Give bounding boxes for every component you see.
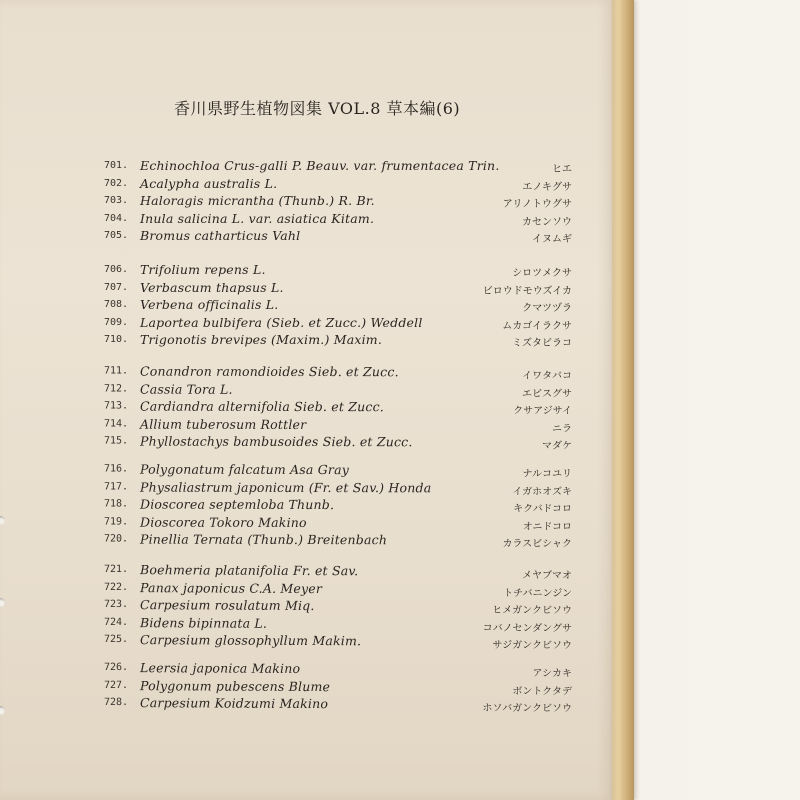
- japanese-name: ヒメガンクビソウ: [492, 605, 573, 617]
- entry-number: 707.: [104, 281, 129, 293]
- japanese-name: アリノトウグサ: [502, 199, 572, 211]
- plant-entry: [0, 434, 612, 454]
- entry-number: 713.: [103, 400, 129, 412]
- scientific-name: Bidens bipinnata L.: [139, 614, 268, 631]
- plant-entry: [0, 496, 612, 516]
- scientific-name: Acalypha australis L.: [140, 175, 278, 191]
- plant-entry: [0, 193, 612, 211]
- japanese-name: マダケ: [541, 441, 573, 453]
- entry-number: 708.: [104, 299, 129, 311]
- entry-number: 719.: [103, 516, 129, 528]
- scientific-name: Verbena officinalis L.: [140, 297, 279, 313]
- plant-entry: [0, 363, 612, 383]
- scientific-name: Boehmeria platanifolia Fr. et Sav.: [139, 562, 359, 579]
- page-title: 香川県野生植物図集 VOL.8 草本編(6): [174, 99, 461, 118]
- japanese-name: ニラ: [551, 423, 573, 435]
- scientific-name: Cassia Tora L.: [139, 381, 233, 397]
- entry-number: 704.: [104, 212, 129, 224]
- japanese-name: ナルコユリ: [522, 468, 573, 480]
- entry-number: 718.: [103, 498, 129, 510]
- japanese-name: キクバドコロ: [513, 503, 573, 515]
- scientific-name: Physaliastrum japonicum (Fr. et Sav.) Honda: [139, 479, 432, 495]
- japanese-name: メヤブマオ: [521, 570, 573, 582]
- plant-entry: [0, 695, 612, 716]
- japanese-name: サジガンクビソウ: [492, 640, 573, 652]
- scientific-name: Leersia japonica Makino: [139, 660, 301, 676]
- japanese-name: イワタバコ: [522, 370, 573, 382]
- japanese-name: クマツヅラ: [522, 303, 572, 315]
- scientific-name: Conandron ramondioides Sieb. et Zucc.: [139, 363, 399, 380]
- japanese-name: ミズタビラコ: [512, 338, 572, 350]
- japanese-name: ボントクタデ: [512, 685, 573, 697]
- plant-entry: [0, 228, 612, 246]
- entry-number: 703.: [104, 195, 129, 207]
- entry-number: 727.: [103, 679, 129, 691]
- japanese-name: ムカゴイラクサ: [502, 320, 572, 332]
- japanese-name: イガホオズキ: [512, 486, 573, 498]
- entry-number: 714.: [103, 418, 129, 430]
- entry-number: 711.: [103, 365, 129, 377]
- japanese-name: エノキグサ: [522, 181, 572, 193]
- scientific-name: Haloragis micrantha (Thunb.) R. Br.: [140, 193, 375, 209]
- scientific-name: Phyllostachys bambusoides Sieb. et Zucc.: [139, 433, 413, 450]
- entry-number: 717.: [103, 481, 129, 493]
- entry-number: 720.: [103, 533, 129, 545]
- entry-number: 705.: [104, 230, 129, 242]
- entry-number: 721.: [103, 563, 129, 576]
- japanese-name: シロツメクサ: [512, 268, 572, 279]
- scientific-name: Carpesium rosulatum Miq.: [139, 597, 315, 614]
- entry-number: 726.: [103, 661, 129, 674]
- scientific-name: Pinellia Ternata (Thunb.) Breitenbach: [139, 531, 388, 548]
- entry-number: 710.: [104, 334, 129, 346]
- japanese-name: ホソバガンクビソウ: [482, 703, 573, 715]
- plant-entry: [0, 297, 612, 315]
- entry-number: 701.: [104, 160, 129, 171]
- scientific-name: Echinochloa Crus-galli P. Beauv. var. frumentacea Trin.: [140, 158, 500, 173]
- plant-entry: [0, 158, 612, 176]
- plant-entry: [0, 176, 612, 194]
- page-edge: [612, 0, 634, 800]
- entry-number: 706.: [104, 264, 129, 275]
- japanese-name: クサアジサイ: [513, 405, 573, 417]
- entry-number: 702.: [104, 177, 129, 189]
- scientific-name: Laportea bulbifera (Sieb. et Zucc.) Weddell: [140, 314, 423, 330]
- plant-entry: [0, 461, 612, 481]
- scientific-name: Bromus catharticus Vahl: [140, 228, 301, 244]
- entry-number: 724.: [103, 616, 129, 628]
- scientific-name: Panax japonicus C.A. Meyer: [139, 579, 323, 596]
- entry-number: 709.: [104, 316, 129, 328]
- plant-entry: [0, 211, 612, 229]
- japanese-name: イヌムギ: [532, 234, 572, 246]
- japanese-name: エビスグサ: [521, 388, 573, 400]
- scientific-name: Inula salicina L. var. asiatica Kitam.: [140, 210, 375, 226]
- japanese-name: ビロウドモウズイカ: [482, 285, 572, 297]
- japanese-name: カセンソウ: [522, 216, 572, 228]
- entry-number: 725.: [103, 634, 129, 646]
- entry-number: 728.: [103, 697, 129, 709]
- scientific-name: Trigonotis brevipes (Maxim.) Maxim.: [140, 332, 383, 348]
- plant-entry: [0, 532, 612, 552]
- scientific-name: Allium tuberosum Rottler: [139, 416, 307, 432]
- plant-entry: [0, 315, 612, 333]
- entry-number: 722.: [103, 581, 129, 593]
- scientific-name: Verbascum thapsus L.: [140, 279, 284, 295]
- entry-number: 712.: [103, 383, 129, 395]
- entry-number: 716.: [103, 463, 129, 475]
- entry-number: 715.: [103, 435, 129, 447]
- plant-entry: [0, 632, 612, 653]
- scientific-name: Dioscorea septemloba Thunb.: [139, 496, 335, 513]
- japanese-name: オニドコロ: [522, 521, 573, 533]
- plant-entry: [0, 280, 612, 298]
- plant-entry: [0, 332, 612, 350]
- entry-number: 723.: [103, 599, 129, 611]
- scientific-name: Polygonum pubescens Blume: [139, 677, 331, 694]
- scientific-name: Cardiandra alternifolia Sieb. et Zucc.: [139, 398, 385, 415]
- plant-entry: [0, 398, 612, 418]
- japanese-name: トチバニンジン: [503, 587, 573, 599]
- scientific-name: Carpesium Koidzumi Makino: [139, 695, 329, 712]
- scientific-name: Carpesium glossophyllum Makim.: [139, 632, 362, 649]
- scientific-name: Polygonatum falcatum Asa Gray: [139, 461, 350, 478]
- japanese-name: コバノセンダングサ: [482, 622, 573, 635]
- japanese-name: ヒエ: [552, 164, 572, 175]
- japanese-name: カラスビシャク: [502, 538, 573, 551]
- scientific-name: Dioscorea Tokoro Makino: [139, 514, 307, 530]
- japanese-name: アシカキ: [532, 668, 573, 680]
- plant-entry: [0, 262, 612, 280]
- scientific-name: Trifolium repens L.: [140, 262, 266, 277]
